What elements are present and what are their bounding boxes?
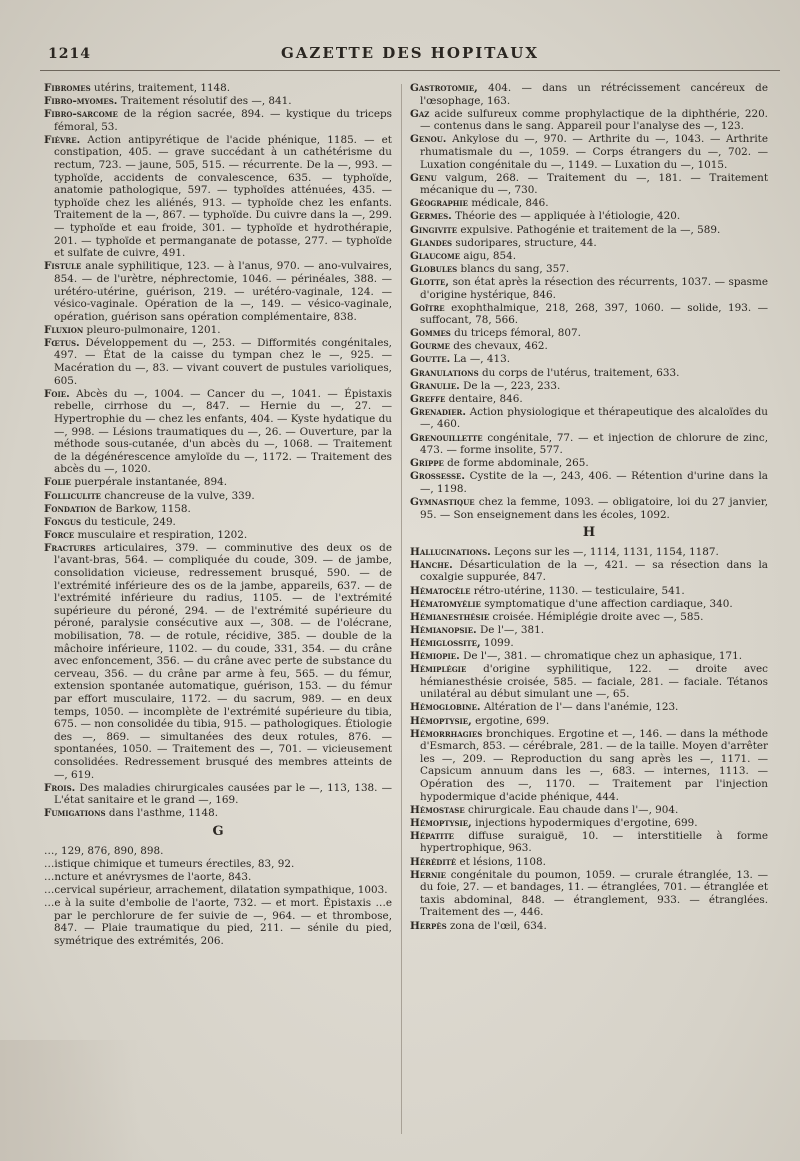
- entry-heading: Grenouillette: [410, 431, 483, 444]
- entry-text: …ncture et anévrysmes de l'aorte, 843.: [44, 870, 252, 883]
- entry-text: De la —, 223, 233.: [463, 379, 561, 392]
- entry-heading: Gymnastique: [410, 496, 475, 508]
- entry-text: 1099.: [483, 636, 514, 649]
- entry-text: du testicule, 249.: [84, 515, 176, 528]
- index-entry: [410, 830, 768, 855]
- index-entry: [410, 585, 768, 598]
- index-entry: [410, 869, 768, 919]
- entry-text: chez la femme, 1093. — obligatoire, loi du 27 janvier, 95. — Son enseignement dans les écoles, 1092.: [420, 496, 768, 521]
- entry-heading: Folliculite: [44, 489, 102, 502]
- index-entry: [44, 884, 392, 897]
- index-entry: [410, 340, 768, 353]
- entry-heading: Géographie: [410, 197, 469, 210]
- entry-heading: Herpès: [410, 919, 447, 932]
- entry-heading: Gommes: [410, 327, 451, 340]
- entry-text: et lésions, 1108.: [459, 855, 546, 868]
- index-entry: [410, 367, 768, 380]
- entry-heading: Gastrotomie,: [410, 82, 478, 94]
- page-header: [40, 40, 780, 71]
- index-entry: [410, 546, 768, 559]
- index-entry: [410, 856, 768, 869]
- entry-text: valgum, 268. — Traitement du —, 181. — Traitement mécanique du —, 730.: [420, 171, 768, 197]
- entry-text: chirurgicale. Eau chaude dans l'—, 904.: [468, 803, 679, 816]
- index-entry: [410, 715, 768, 728]
- entry-heading: Fractures: [44, 541, 96, 554]
- index-entry: [44, 82, 392, 95]
- index-entry: [44, 871, 392, 884]
- index-entry: [410, 598, 768, 611]
- index-entry: [410, 470, 768, 495]
- entry-text: articulaires, 379. — comminutive des deux os de l'avant-bras, 564. — compliquée du coude, 309. — de jambe, consolidation vicieuse, redressement brusqué, 590. — de l'extrémité inférieure des os de la jambe, appareils, 637. — de l'extrémité inférieure du radius, 1105. — de l'extrémité supérieure du péroné, 294. — de l'extrémité supérieure du péroné, paralysie consécutive aux —, 308. — de l'olécrane, mobilisation, 78. — de rotule, récidive, 385. — double de la mâchoire inférieure, 1102. — du coude, 331, 354. — du crâne avec enfoncement, 356. — du crâne avec perte de substance du cerveau, 356. — du crâne par arme à feu, 565. — du fémur, extension spontanée automatique, guérison, 153. — du fémur par effort musculaire, 1172. — du sacrum, 989. — en deux temps, 1050. — incomplète de l'extrémité supérieure du tibia, 675. — non consolidée du tibia, 915. — pathologiques. Étiologie des —, 869. — simultanées des deux rotules, 876. — spontanées, 1050. — Traitement des —, 701. — vicieusement consolidées. Redressement brusqué des membres atteints de —, 619.: [54, 541, 392, 781]
- entry-heading: Glandes: [410, 236, 453, 249]
- entry-text: Théorie des — appliquée à l'étiologie, 420.: [455, 210, 681, 223]
- entry-heading: Fumigations: [44, 807, 106, 820]
- index-entry: [410, 728, 768, 804]
- index-entry: [410, 920, 768, 933]
- entry-text: puerpérale instantanée, 894.: [74, 476, 228, 489]
- entry-text: Cystite de la —, 243, 406. — Rétention d'urine dans la —, 1198.: [420, 470, 768, 495]
- entry-text: De l'—, 381. — chromatique chez un aphasique, 171.: [463, 650, 742, 663]
- entry-text: injections hypodermiques d'ergotine, 699.: [475, 816, 698, 829]
- entry-heading: Glotte,: [410, 275, 450, 288]
- page-stain: [0, 1040, 140, 1161]
- entry-heading: Fièvre.: [44, 133, 81, 146]
- entry-text: sudoripares, structure, 44.: [455, 236, 597, 249]
- entry-heading: Frois.: [44, 781, 76, 794]
- entry-text: zona de l'œil, 634.: [449, 919, 547, 932]
- entry-text: anale syphilitique, 123. — à l'anus, 970. — ano-vulvaires, 854. — de l'urètre, néphrectomie, 1046. — périnéales, 388. — urétéro-utérine, guérison, 219. — urétéro-vaginale, 124. — vésico-vaginale. Opération de la —, 149. — vésico-vaginale, opération, guérison sans opération complémentaire, 838.: [54, 260, 392, 323]
- left-column: [44, 82, 392, 1142]
- entry-text: Des maladies chirurgicales causées par le —, 113, 138. — L'état sanitaire et le grand —, 169.: [54, 781, 392, 807]
- index-entry: [410, 701, 768, 714]
- entry-heading: Hémianopsie.: [410, 623, 477, 636]
- index-entry: [410, 327, 768, 340]
- entry-heading: Grossesse.: [410, 470, 465, 483]
- index-entry: [410, 457, 768, 470]
- entry-heading: Hanche.: [410, 558, 453, 571]
- index-entry: [410, 302, 768, 327]
- entry-text: dans l'asthme, 1148.: [108, 807, 218, 820]
- entry-text: congénitale, 77. — et injection de chlorure de zinc, 473. — forme insolite, 577.: [420, 431, 768, 457]
- index-entry: [410, 237, 768, 250]
- entry-heading: Hémiopie.: [410, 650, 460, 663]
- index-entry: [44, 807, 392, 820]
- entry-text: chancreuse de la vulve, 339.: [104, 489, 255, 502]
- entry-text: de la région sacrée, 894. — kystique du triceps fémoral, 53.: [54, 108, 392, 133]
- entry-heading: Hématocèle: [410, 584, 471, 597]
- entry-heading: Gourme: [410, 340, 450, 353]
- index-entry: [410, 663, 768, 701]
- index-entry: [410, 250, 768, 263]
- entry-heading: Hémiplégie: [410, 663, 467, 676]
- entry-text: Désarticulation de la —, 421. — sa résection dans la coxalgie suppurée, 847.: [420, 558, 768, 584]
- entry-heading: Hémoglobine.: [410, 701, 481, 714]
- entry-heading: Genou.: [410, 133, 447, 146]
- entry-heading: Greffe: [410, 392, 446, 405]
- entry-text: symptomatique d'une affection cardiaque, 340.: [484, 597, 733, 610]
- entry-heading: Fondation: [44, 502, 96, 515]
- section-letter: H: [582, 525, 596, 541]
- index-entry: [44, 95, 392, 108]
- index-entry: [410, 406, 768, 431]
- entry-heading: Hépatite: [410, 829, 454, 842]
- entry-text: de Barkow, 1158.: [99, 502, 191, 515]
- index-entry: [44, 542, 392, 781]
- index-entry: [44, 108, 392, 133]
- entry-text: acide sulfureux comme prophylactique de la diphthérie, 220. — contenus dans le sang. Appareil pour l'analyse des —, 123.: [420, 107, 768, 133]
- index-entry: [410, 559, 768, 584]
- index-entry: [44, 516, 392, 529]
- index-entry: [410, 263, 768, 276]
- entry-heading: Foie.: [44, 387, 70, 400]
- entry-heading: Fongus: [44, 515, 82, 528]
- entry-text: utérins, traitement, 1148.: [93, 82, 231, 94]
- entry-heading: Hémiglossite,: [410, 636, 481, 649]
- section-letter: G: [212, 823, 224, 839]
- entry-text: d'origine syphilitique, 122. — droite avec hémianesthésie croisée, 585. — faciale, 281. — faciale. Tétanos unilatéral au début simulant une —, 65.: [420, 663, 768, 701]
- entry-text: expulsive. Pathogénie et traitement de la —, 589.: [460, 223, 721, 236]
- entry-text: Leçons sur les —, 1114, 1131, 1154, 1187.: [494, 545, 719, 558]
- index-entry: [44, 858, 392, 871]
- entry-heading: Germes.: [410, 210, 452, 223]
- index-entry: [44, 490, 392, 503]
- entry-heading: Grenadier.: [410, 405, 466, 418]
- entry-text: rétro-utérine, 1130. — testiculaire, 541.: [473, 584, 685, 597]
- entry-text: …, 129, 876, 890, 898.: [44, 844, 164, 857]
- entry-heading: Globules: [410, 262, 458, 275]
- entry-heading: Hernie: [410, 868, 446, 881]
- entry-text: croisée. Hémiplégie droite avec —, 585.: [492, 610, 704, 623]
- index-entry: [410, 353, 768, 366]
- index-entry: [44, 782, 392, 807]
- entry-heading: Hématomyélie: [410, 597, 481, 610]
- index-entry: [44, 324, 392, 337]
- index-entry: [410, 611, 768, 624]
- index-entry: [410, 210, 768, 223]
- entry-text: …istique chimique et tumeurs érectiles, 83, 92.: [44, 857, 295, 870]
- running-title: GAZETTE DES HOPITAUX: [280, 44, 539, 62]
- entry-text: Altération de l'— dans l'anémie, 123.: [483, 701, 679, 714]
- entry-text: La —, 413.: [453, 353, 511, 366]
- entry-heading: Gaz: [410, 107, 430, 120]
- entry-text: Action antipyrétique de l'acide phénique, 1185. — et constipation, 405. — grave succédant à un cathétérisme du rectum, 723. — jaune, 505, 515. — récurrente. De la —, 993. — typhoïde, accidents de convalescence, 635. — typhoïde, anatomie pathologique, 597. — typhoïdes atténuées, 435. — typhoïde chez les aliénés, 913. — typhoïde chez les enfants. Traitement de la —, 867. — typhoïde. Du cuivre dans la —, 299. — typhoïde et eau froide, 301. — typhoïde et hydrothérapie, 201. — typhoïde et permanganate de potasse, 277. — typhoïde et sulfate de cuivre, 491.: [54, 133, 392, 260]
- page-number: 1214: [48, 46, 91, 62]
- index-entry: [410, 224, 768, 237]
- entry-heading: Glaucome: [410, 249, 461, 262]
- index-entry: [410, 276, 768, 301]
- entry-text: …e à la suite d'embolie de l'aorte, 732. — et mort. Épistaxis …e par le perchlorure de fer suivie de —, 964. — et thrombose, 847. — Plaie traumatique du pied, 211. — sénile du pied, symétrique des extrémités, 206.: [44, 896, 392, 947]
- entry-heading: Fibro-myomes.: [44, 95, 118, 108]
- index-entry: [44, 337, 392, 387]
- entry-heading: Granulations: [410, 366, 479, 379]
- right-column: [410, 82, 768, 1142]
- entry-text: Développement du —, 253. — Difformités congénitales, 497. — État de la caisse du tympan chez le —, 925. — Macération du —, 83. — vivant couvert de pustules varioliques, 605.: [54, 336, 392, 387]
- entry-heading: Fistule: [44, 260, 82, 273]
- entry-text: aigu, 854.: [463, 249, 517, 262]
- index-entry: [44, 897, 392, 947]
- entry-heading: Hémoptysie,: [410, 714, 472, 727]
- entry-text: Action physiologique et thérapeutique des alcaloïdes du —, 460.: [420, 405, 768, 431]
- entry-text: son état après la résection des récurrents, 1037. — spasme d'origine hystérique, 846.: [420, 275, 768, 301]
- entry-text: musculaire et respiration, 1202.: [77, 528, 248, 541]
- entry-text: exophthalmique, 218, 268, 397, 1060. — solide, 193. — suffocant, 78, 566.: [420, 301, 768, 327]
- entry-heading: Hémianesthésie: [410, 610, 490, 623]
- entry-heading: Fibromes: [44, 82, 91, 94]
- entry-text: du triceps fémoral, 807.: [454, 327, 581, 340]
- entry-text: Traitement résolutif des —, 841.: [120, 95, 292, 108]
- index-entry: [410, 108, 768, 133]
- index-entry: [44, 845, 392, 858]
- entry-text: congénitale du poumon, 1059. — crurale étranglée, 13. — du foie, 27. — et bandages, 11. — étranglées, 701. — étranglée et taxis abdominal, 848. — étranglement, 933. — étranglées. Traitement des —, 446.: [420, 868, 768, 919]
- entry-heading: Goutte.: [410, 353, 451, 366]
- entry-text: des chevaux, 462.: [453, 340, 548, 353]
- index-entry: [44, 503, 392, 516]
- index-entry: [410, 393, 768, 406]
- index-entry: [410, 804, 768, 817]
- index-entry: [410, 432, 768, 457]
- entry-text: diffuse suraiguë, 10. — interstitielle à forme hypertrophique, 963.: [420, 829, 768, 855]
- entry-heading: Force: [44, 528, 75, 541]
- entry-text: De l'—, 381.: [479, 623, 545, 636]
- index-entry: [44, 260, 392, 323]
- entry-heading: Folie: [44, 476, 72, 489]
- entry-text: Ankylose du —, 970. — Arthrite du —, 1043. — Arthrite rhumatismale du —, 1059. — Corps étrangers du —, 702. — Luxation congénitale du —, 1149. — Luxation du —, 1015.: [420, 133, 768, 171]
- index-entry: [410, 82, 768, 107]
- entry-heading: Grippe: [410, 457, 444, 470]
- index-entry: [44, 476, 392, 489]
- index-entry: [410, 624, 768, 637]
- entry-text: dentaire, 846.: [448, 392, 523, 405]
- entry-text: ergotine, 699.: [475, 714, 550, 727]
- entry-heading: Hémostase: [410, 803, 465, 816]
- entry-text: de forme abdominale, 265.: [447, 457, 589, 470]
- entry-heading: Granulie.: [410, 379, 460, 392]
- entry-heading: Fibro-sarcome: [44, 108, 118, 121]
- index-entry: [44, 134, 392, 260]
- entry-text: …cervical supérieur, arrachement, dilatation sympathique, 1003.: [44, 883, 388, 896]
- index-entry: [44, 388, 392, 476]
- index-entry: [44, 529, 392, 542]
- entry-text: 404. — dans un rétrécissement cancéreux de l'œsophage, 163.: [420, 82, 768, 107]
- index-entry: [410, 817, 768, 830]
- entry-text: médicale, 846.: [471, 197, 549, 210]
- index-entry: [410, 197, 768, 210]
- entry-text: bronchiques. Ergotine et —, 146. — dans la méthode d'Esmarch, 853. — cérébrale, 281. — de la taille. Moyen d'arrêter les —, 209. — Reproduction du sang après les —, 1171. — Capsicum annuum dans les —, 683. — internes, 1113. — Opération des —, 1170. — Traitement par l'injection hypodermique d'acide phénique, 444.: [420, 727, 768, 803]
- index-entry: [410, 133, 768, 171]
- column-divider: [401, 84, 402, 1134]
- entry-heading: Gingivite: [410, 223, 458, 236]
- entry-heading: Genu: [410, 171, 437, 184]
- index-entry: [410, 172, 768, 197]
- entry-heading: Fluxion: [44, 323, 84, 336]
- entry-heading: Hallucinations.: [410, 545, 491, 558]
- index-entry: [410, 650, 768, 663]
- index-entry: [410, 380, 768, 393]
- entry-text: Abcès du —, 1004. — Cancer du —, 1041. — Épistaxis rebelle, cirrhose du —, 847. — Hernie du —, 27. — Hypertrophie du — chez les enfants, 404. — Kyste hydatique du —, 998. — Lésions traumatiques du —, 26. — Ouverture, par la méthode sous-cutanée, d'un abcès du —, 1068. — Traitement de la dégénérescence amyloïde du —, 1172. — Traitement des abcès du —, 1020.: [54, 387, 392, 476]
- entry-heading: Fœtus.: [44, 336, 80, 349]
- entry-heading: Hémoptysie,: [410, 816, 472, 829]
- entry-text: du corps de l'utérus, traitement, 633.: [481, 366, 680, 379]
- index-entry: [410, 637, 768, 650]
- entry-text: blancs du sang, 357.: [460, 262, 570, 275]
- entry-text: pleuro-pulmonaire, 1201.: [86, 323, 221, 336]
- entry-heading: Goître: [410, 301, 445, 314]
- index-entry: [410, 496, 768, 521]
- entry-heading: Hémorrhagies: [410, 727, 483, 740]
- entry-heading: Hérédité: [410, 855, 457, 868]
